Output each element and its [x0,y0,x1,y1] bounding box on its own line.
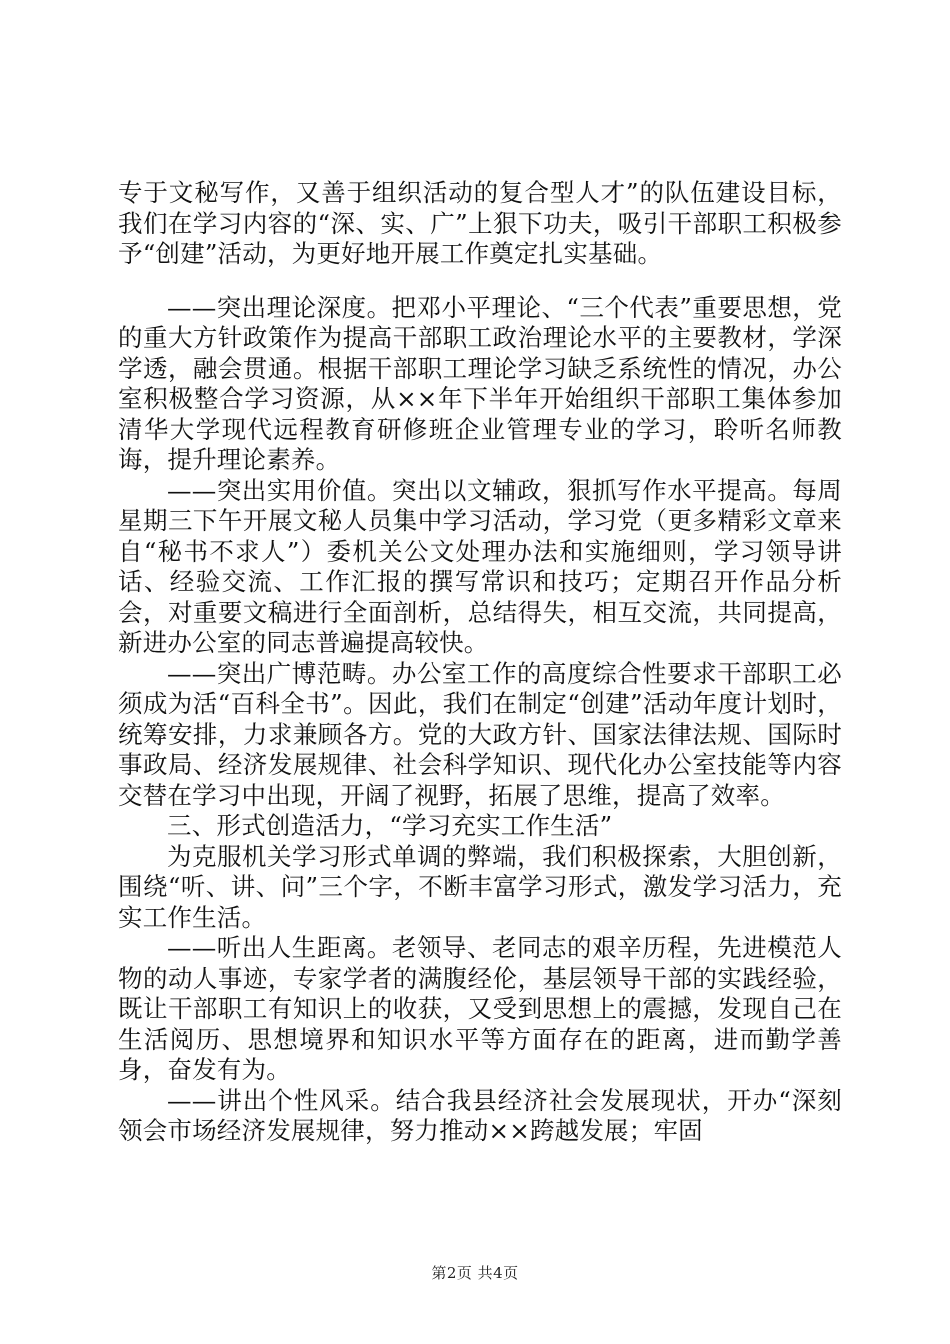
paragraph-practical-value: ——突出实用价值。突出以文辅政，狠抓写作水平提高。每周星期三下午开展文秘人员集中学习活动，学习党（更多精彩文章来自“秘书不求人”）委机关公文处理办法和实施细则，学习领导讲话、经验交流、工作汇报的撰写常识和技巧；定期召开作品分析会，对重要文稿进行全面剖析，总结得失，相互交流，共同提高，新进办公室的同志普遍提高较快。 [118,475,842,657]
paragraph-continuation: 专于文秘写作，又善于组织活动的复合型人才”的队伍建设目标，我们在学习内容的“深、实、广”上狠下功夫，吸引干部职工积极参予“创建”活动，为更好地开展工作奠定扎实基础。 [118,178,842,268]
paragraph-section-intro: 为克服机关学习形式单调的弊端，我们积极探索，大胆创新，围绕“听、讲、问”三个字，不断丰富学习形式，激发学习活力，充实工作生活。 [118,841,842,932]
paragraph-speak: ——讲出个性风采。结合我县经济社会发展现状，开办“深刻领会市场经济发展规律，努力推动××跨越发展；牢固 [118,1085,842,1145]
document-body [118,178,842,1147]
section-heading-3: 三、形式创造活力，“学习充实工作生活” [167,811,613,840]
paragraph-theory-depth: ——突出理论深度。把邓小平理论、“三个代表”重要思想，党的重大方针政策作为提高干部职工政治理论水平的主要教材，学深学透，融会贯通。根据干部职工理论学习缺乏系统性的情况，办公室积极整合学习资源，从××年下半年开始组织干部职工集体参加清华大学现代远程教育研修班企业管理专业的学习，聆听名师教诲，提升理论素养。 [118,292,842,474]
paragraph-gap [118,270,842,293]
page-footer: 第2页 共4页 [431,1264,519,1282]
paragraph-broad-scope: ——突出广博范畴。办公室工作的高度综合性要求干部职工必须成为活“百科全书”。因此，我们在制定“创建”活动年度计划时，统筹安排，力求兼顾各方。党的大政方针、国家法律法规、国际时事政局、经济发展规律、社会科学知识、现代化办公室技能等内容交替在学习中出现，开阔了视野，拓展了思维，提高了效率。 [118,658,842,810]
paragraph-listen: ——听出人生距离。老领导、老同志的艰辛历程，先进模范人物的动人事迹，专家学者的满腹经伦，基层领导干部的实践经验，既让干部职工有知识上的收获，又受到思想上的震撼，发现自己在生活阅历、思想境界和知识水平等方面存在的距离，进而勤学善身，奋发有为。 [118,933,842,1084]
